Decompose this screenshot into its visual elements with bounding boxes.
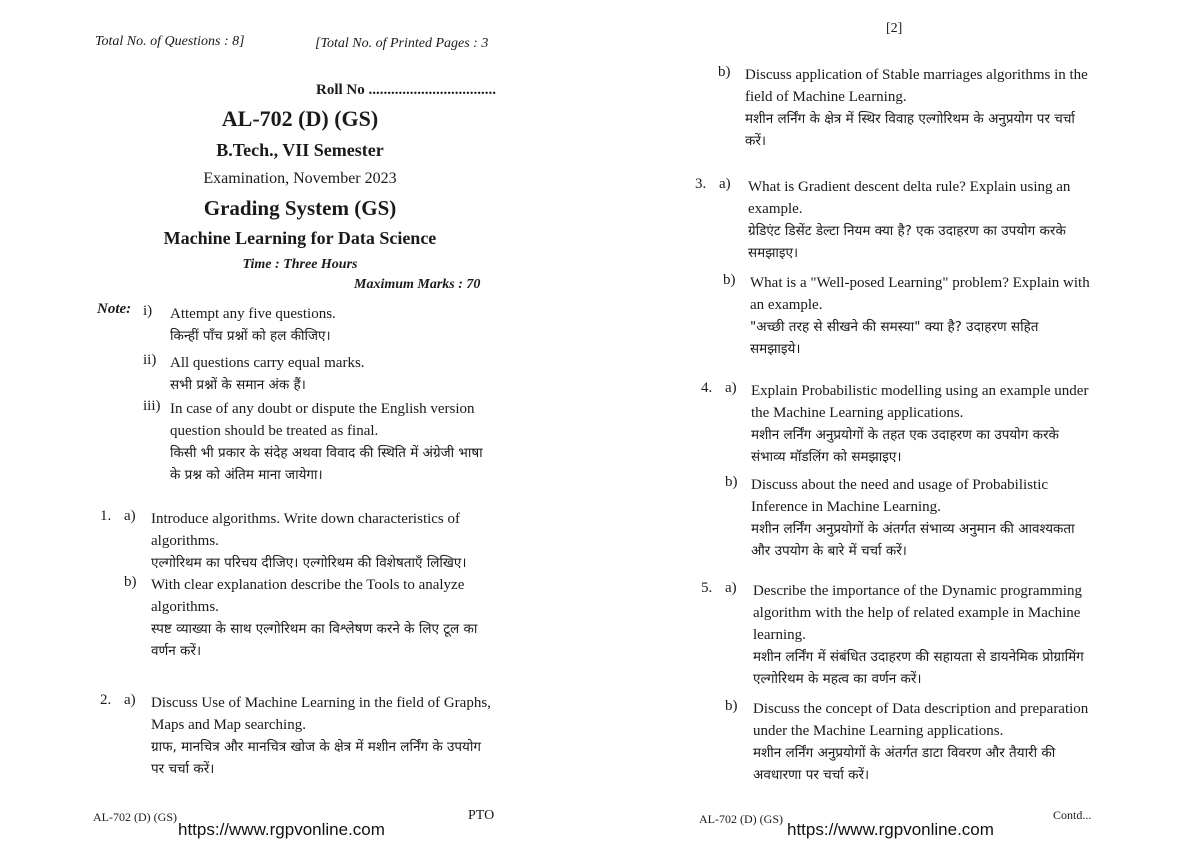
footer-paper-code: AL-702 (D) (GS) [93,810,177,824]
subquestion-label: a) [719,176,731,192]
exam-duration: Time : Three Hours [242,257,358,272]
question-5a: Describe the importance of the Dynamic programming algorithm with the help of related example in Machine learning. मशीन लर्निंग में संबंधित उदाहरण की सहायता से डायनेमिक प्रोग्रामिंग एल्गोरिथम के महत्व का वर्णन करें। [753,583,1084,687]
note-text: In case of any doubt or dispute the English version question should be treated as final. किसी भी प्रकार के संदेह अथवा विवाद की स्थिति में अंग्रेजी भाषा के प्रश्न को अंतिम माना जायेगा। [170,401,483,483]
subquestion-label: a) [725,380,737,396]
exam-session: Examination, November 2023 [203,170,397,187]
question-1b: With clear explanation describe the Tools to analyze algorithms. स्पष्ट व्याख्या के साथ एल्गोरिथम का विश्लेषण करने के लिए टूल का वर्णन करें। [151,577,478,659]
question-4a: Explain Probabilistic modelling using an example under the Machine Learning applications. मशीन लर्निंग अनुप्रयोगों के तहत एक उदाहरण का उपयोग करके संभाव्य मॉडलिंग को समझाइए। [751,383,1089,465]
question-number: 3. [695,176,707,192]
note-number: iii) [143,398,161,414]
note-text: All questions carry equal marks. सभी प्रश्नों के समान अंक हैं। [170,355,365,393]
note-number: i) [143,303,153,319]
question-3a: What is Gradient descent delta rule? Explain using an example. ग्रेडिएंट डिसेंट डेल्टा नियम क्या है? एक उदाहरण का उपयोग करके समझाइए। [748,179,1071,261]
page-number: [2] [886,21,903,36]
question-2a: Discuss Use of Machine Learning in the field of Graphs, Maps and Map searching. ग्राफ, मानचित्र और मानचित्र खोज के क्षेत्र में मशीन लर्निंग के उपयोग पर चर्चा करें। [151,695,491,777]
page-2 [600,0,1200,849]
question-number: 5. [701,580,713,596]
subquestion-label: a) [725,580,737,596]
subquestion-label: a) [124,692,136,708]
question-number: 4. [701,380,713,396]
subquestion-label: b) [718,64,731,80]
subquestion-label: b) [725,474,738,490]
total-questions: Total No. of Questions : 8] [95,34,245,49]
question-5b: Discuss the concept of Data description and preparation under the Machine Learning applications. मशीन लर्निंग अनुप्रयोगों के अंतर्गत डाटा विवरण और तैयारी की अवधारणा पर चर्चा करें। [753,701,1089,783]
question-4b: Discuss about the need and usage of Probabilistic Inference in Machine Learning. मशीन लर्निंग अनुप्रयोगों के अंतर्गत संभाव्य अनुमान की आवश्यकता और उपयोग के बारे में चर्चा करें। [751,477,1075,559]
paper-code: AL-702 (D) (GS) [221,106,379,131]
question-1a: Introduce algorithms. Write down characteristics of algorithms. एल्गोरिथम का परिचय दीजिए। एल्गोरिथम की विशेषताएँ लिखिए। [151,511,467,571]
note-text: Attempt any five questions. किन्हीं पाँच प्रश्नों को हल कीजिए। [170,306,336,344]
question-number: 1. [100,508,112,524]
subquestion-label: b) [723,272,736,288]
subquestion-label: b) [124,574,137,590]
total-pages: [Total No. of Printed Pages : 3 [315,36,489,51]
question-number: 2. [100,692,112,708]
note-number: ii) [143,352,157,368]
footer-paper-code: AL-702 (D) (GS) [699,812,783,826]
maximum-marks: Maximum Marks : 70 [354,277,481,292]
watermark-url[interactable]: https://www.rgpvonline.com [787,820,994,839]
footer-pto: PTO [468,808,495,823]
roll-no-label: Roll No .................................. [316,82,496,98]
subquestion-label: b) [725,698,738,714]
subject-title: Machine Learning for Data Science [163,228,437,248]
question-2b: Discuss application of Stable marriages algorithms in the field of Machine Learning. मशीन लर्निंग के क्षेत्र में स्थिर विवाह एल्गोरिथम के अनुप्रयोग पर चर्चा करें। [745,67,1088,149]
watermark-url[interactable]: https://www.rgpvonline.com [178,820,385,839]
course-title: B.Tech., VII Semester [216,140,384,160]
note-label: Note: [97,301,132,317]
footer-contd: Contd... [1053,808,1092,822]
subquestion-label: a) [124,508,136,524]
grading-system: Grading System (GS) [203,196,397,220]
question-3b: What is a "Well-posed Learning" problem? Explain with an example. "अच्छी तरह से सीखने की समस्या" क्या है? उदाहरण सहित समझाइये। [750,275,1090,357]
